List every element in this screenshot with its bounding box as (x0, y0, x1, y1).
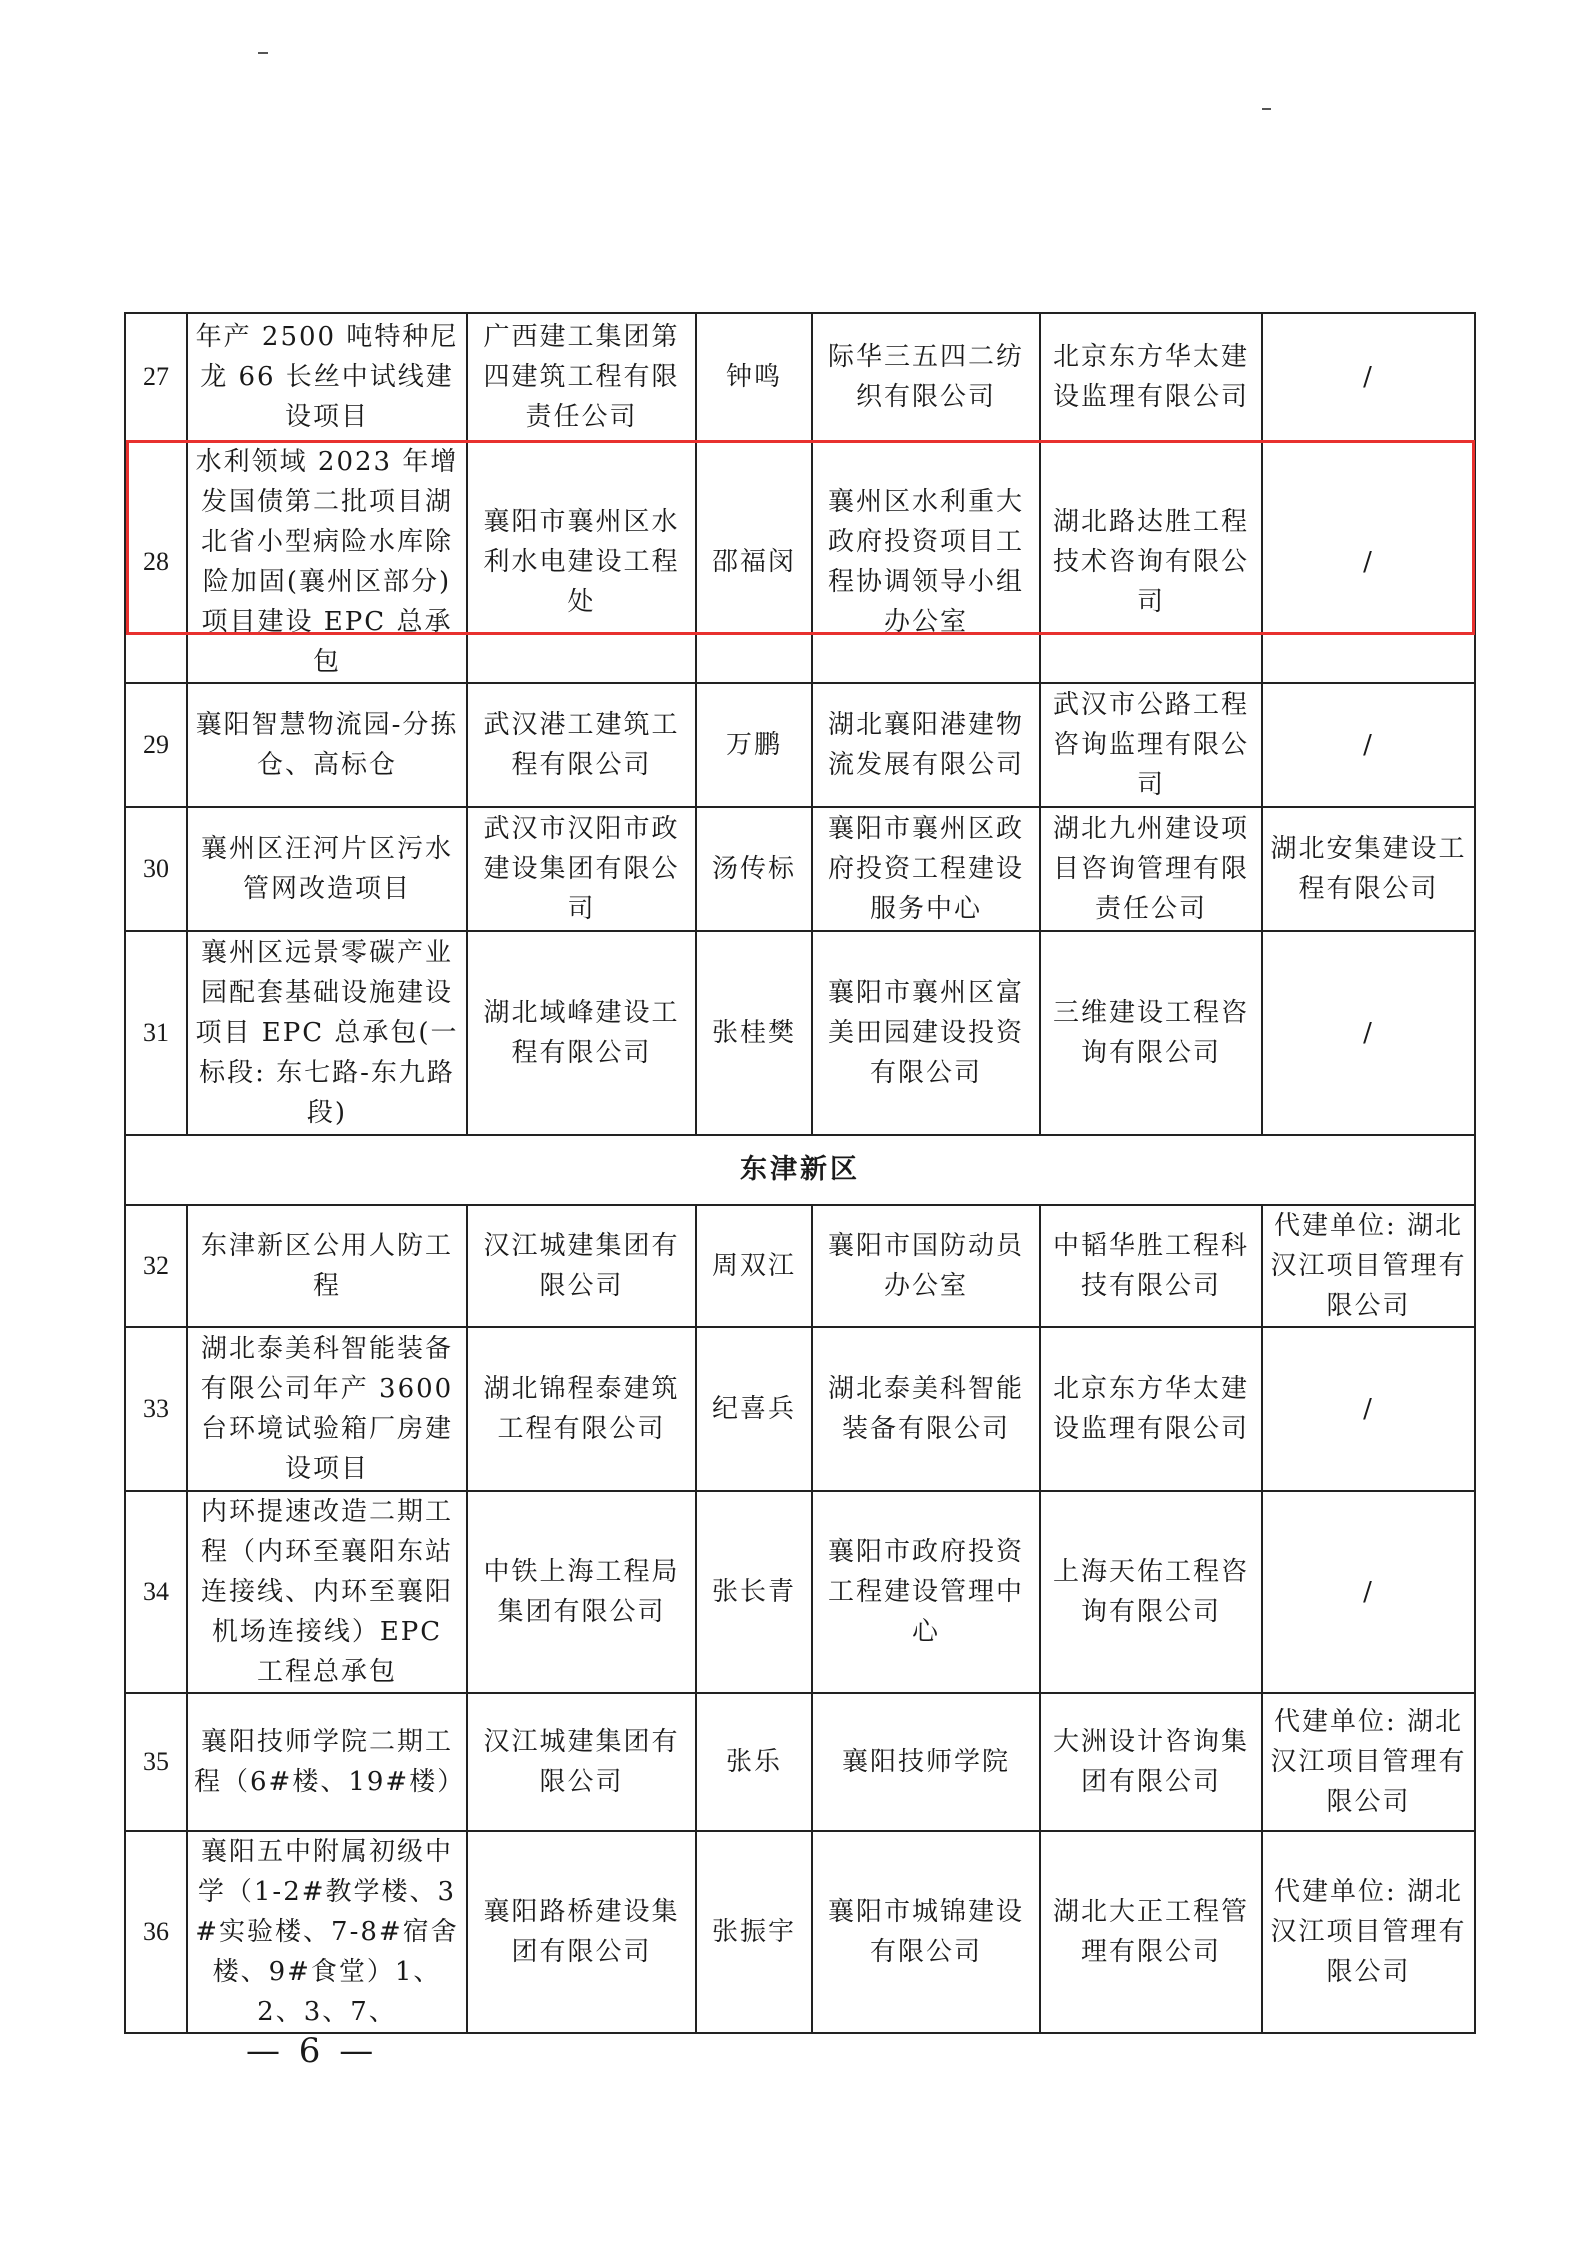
row-number: 35 (125, 1693, 187, 1831)
project-table (124, 312, 1476, 2034)
supervisor-cell: 北京东方华太建设监理有限公司 (1040, 313, 1262, 441)
table-row (125, 1491, 1475, 1693)
table-row (125, 807, 1475, 931)
agent-cell: / (1262, 931, 1475, 1135)
row-number: 34 (125, 1491, 187, 1693)
section-title: 东津新区 (125, 1135, 1475, 1205)
agent-cell: / (1262, 313, 1475, 441)
owner-cell: 襄州区水利重大政府投资项目工程协调领导小组办公室 (812, 441, 1040, 683)
row-number: 27 (125, 313, 187, 441)
row-number: 36 (125, 1831, 187, 2033)
supervisor-cell: 湖北九州建设项目咨询管理有限责任公司 (1040, 807, 1262, 931)
contractor-cell: 中铁上海工程局集团有限公司 (467, 1491, 696, 1693)
row-number: 32 (125, 1205, 187, 1327)
owner-cell: 襄阳市城锦建设有限公司 (812, 1831, 1040, 2033)
owner-cell: 际华三五四二纺织有限公司 (812, 313, 1040, 441)
row-number: 31 (125, 931, 187, 1135)
row-number: 30 (125, 807, 187, 931)
contractor-cell: 湖北域峰建设工程有限公司 (467, 931, 696, 1135)
project-name-cell: 襄阳智慧物流园-分拣仓、高标仓 (187, 683, 467, 807)
supervisor-cell: 武汉市公路工程咨询监理有限公司 (1040, 683, 1262, 807)
supervisor-cell: 上海天佑工程咨询有限公司 (1040, 1491, 1262, 1693)
contractor-cell: 襄阳市襄州区水利水电建设工程处 (467, 441, 696, 683)
row-number: 29 (125, 683, 187, 807)
manager-cell: 张长青 (696, 1491, 812, 1693)
contractor-cell: 湖北锦程泰建筑工程有限公司 (467, 1327, 696, 1491)
contractor-cell: 武汉港工建筑工程有限公司 (467, 683, 696, 807)
project-name-cell: 襄阳五中附属初级中学（1-2#教学楼、3#实验楼、7-8#宿舍楼、9#食堂）1、2、3、7、 (187, 1831, 467, 2033)
owner-cell: 襄阳市国防动员办公室 (812, 1205, 1040, 1327)
supervisor-cell: 湖北路达胜工程技术咨询有限公司 (1040, 441, 1262, 683)
contractor-cell: 武汉市汉阳市政建设集团有限公司 (467, 807, 696, 931)
owner-cell: 襄阳技师学院 (812, 1693, 1040, 1831)
contractor-cell: 汉江城建集团有限公司 (467, 1205, 696, 1327)
agent-cell: 代建单位: 湖北汉江项目管理有限公司 (1262, 1693, 1475, 1831)
project-name-cell: 襄阳技师学院二期工程（6#楼、19#楼） (187, 1693, 467, 1831)
scan-speck (258, 52, 268, 54)
owner-cell: 襄阳市襄州区富美田园建设投资有限公司 (812, 931, 1040, 1135)
project-name-cell: 襄州区汪河片区污水管网改造项目 (187, 807, 467, 931)
agent-cell: / (1262, 1327, 1475, 1491)
project-name-cell: 内环提速改造二期工程（内环至襄阳东站连接线、内环至襄阳机场连接线）EPC 工程总承包 (187, 1491, 467, 1693)
supervisor-cell: 三维建设工程咨询有限公司 (1040, 931, 1262, 1135)
row-number: 33 (125, 1327, 187, 1491)
table-row (125, 1205, 1475, 1327)
manager-cell: 纪喜兵 (696, 1327, 812, 1491)
project-name-cell: 水利领域 2023 年增发国债第二批项目湖北省小型病险水库除险加固(襄州区部分)项目建设 EPC 总承包 (187, 441, 467, 683)
agent-cell: 代建单位: 湖北汉江项目管理有限公司 (1262, 1205, 1475, 1327)
agent-cell: / (1262, 1491, 1475, 1693)
manager-cell: 钟鸣 (696, 313, 812, 441)
supervisor-cell: 中韬华胜工程科技有限公司 (1040, 1205, 1262, 1327)
project-name-cell: 襄州区远景零碳产业园配套基础设施建设项目 EPC 总承包(一标段: 东七路-东九路段) (187, 931, 467, 1135)
table-row (125, 931, 1475, 1135)
manager-cell: 万鹏 (696, 683, 812, 807)
project-name-cell: 东津新区公用人防工程 (187, 1205, 467, 1327)
agent-cell: 代建单位: 湖北汉江项目管理有限公司 (1262, 1831, 1475, 2033)
owner-cell: 襄阳市政府投资工程建设管理中心 (812, 1491, 1040, 1693)
supervisor-cell: 湖北大正工程管理有限公司 (1040, 1831, 1262, 2033)
contractor-cell: 广西建工集团第四建筑工程有限责任公司 (467, 313, 696, 441)
agent-cell: / (1262, 683, 1475, 807)
table-row (125, 313, 1475, 441)
manager-cell: 汤传标 (696, 807, 812, 931)
supervisor-cell: 大洲设计咨询集团有限公司 (1040, 1693, 1262, 1831)
table-row-highlighted (125, 441, 1475, 683)
page-number: — 6 — (246, 2031, 378, 2071)
table-row (125, 1693, 1475, 1831)
owner-cell: 湖北泰美科智能装备有限公司 (812, 1327, 1040, 1491)
owner-cell: 湖北襄阳港建物流发展有限公司 (812, 683, 1040, 807)
table-row (125, 1327, 1475, 1491)
manager-cell: 周双江 (696, 1205, 812, 1327)
agent-cell: 湖北安集建设工程有限公司 (1262, 807, 1475, 931)
supervisor-cell: 北京东方华太建设监理有限公司 (1040, 1327, 1262, 1491)
row-number: 28 (125, 441, 187, 683)
manager-cell: 张乐 (696, 1693, 812, 1831)
table-row (125, 1831, 1475, 2033)
project-name-cell: 年产 2500 吨特种尼龙 66 长丝中试线建设项目 (187, 313, 467, 441)
scan-speck (1262, 108, 1271, 110)
manager-cell: 邵福闵 (696, 441, 812, 683)
manager-cell: 张振宇 (696, 1831, 812, 2033)
section-header-row (125, 1135, 1475, 1205)
manager-cell: 张桂樊 (696, 931, 812, 1135)
table-row (125, 683, 1475, 807)
agent-cell: / (1262, 441, 1475, 683)
project-name-cell: 湖北泰美科智能装备有限公司年产 3600 台环境试验箱厂房建设项目 (187, 1327, 467, 1491)
owner-cell: 襄阳市襄州区政府投资工程建设服务中心 (812, 807, 1040, 931)
contractor-cell: 襄阳路桥建设集团有限公司 (467, 1831, 696, 2033)
contractor-cell: 汉江城建集团有限公司 (467, 1693, 696, 1831)
